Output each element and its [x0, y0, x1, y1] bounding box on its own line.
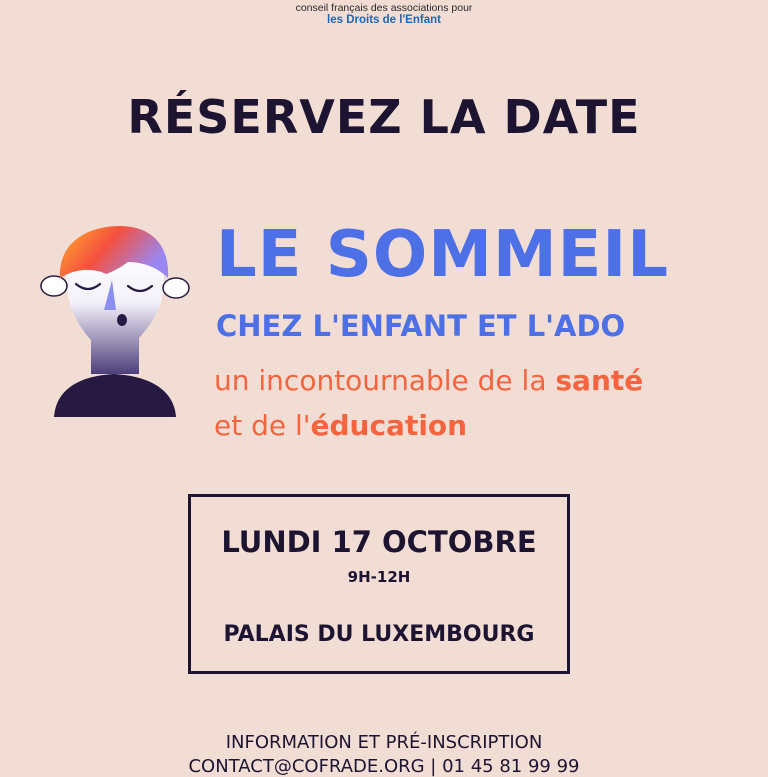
event-title: LE SOMMEIL: [216, 218, 669, 292]
organization-line1: conseil français des associations pour: [295, 2, 473, 14]
sleeping-child-icon: [36, 222, 191, 427]
tagline-emphasis-sante: santé: [555, 364, 644, 397]
event-time: 9H-12H: [347, 568, 411, 586]
event-place: PALAIS DU LUXEMBOURG: [223, 622, 535, 647]
event-subtitle: CHEZ L'ENFANT ET L'ADO: [216, 309, 626, 343]
event-details-box: [188, 494, 570, 674]
tagline-line1-text: un incontournable de la: [214, 364, 556, 397]
headline: RÉSERVEZ LA DATE: [127, 90, 641, 144]
sleeping-child-illustration: [36, 222, 191, 427]
tagline-line2: [214, 409, 467, 442]
contact-line: CONTACT@COFRADE.ORG | 01 45 81 99 99: [188, 756, 580, 777]
tagline-line2-text: et de l': [214, 409, 311, 442]
tagline-line1: [214, 364, 643, 397]
info-label: INFORMATION ET PRÉ-INSCRIPTION: [225, 732, 543, 753]
tagline-emphasis-education: éducation: [310, 409, 468, 442]
organization-header: [0, 2, 768, 26]
organization-name: les Droits de l'Enfant: [327, 14, 441, 26]
event-date: LUNDI 17 OCTOBRE: [221, 525, 537, 559]
